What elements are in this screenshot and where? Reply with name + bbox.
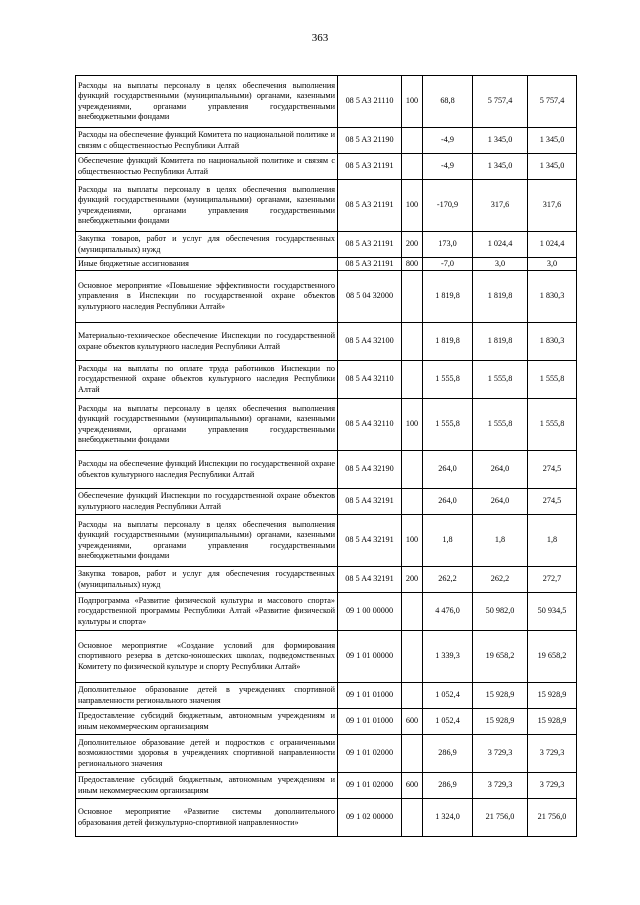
table-row: [76, 735, 577, 773]
row-value-2: 317,6: [473, 180, 528, 232]
table-row: [76, 232, 577, 258]
row-name: Закупка товаров, работ и услуг для обеспечения государственных (муниципальных) нужд: [76, 232, 338, 258]
row-value-2: 5 757,4: [473, 76, 528, 128]
page-number: 363: [311, 32, 329, 44]
row-name: Материально-техническое обеспечение Инспекции по государственной охране объектов культурного наследия Республики Алтай: [76, 323, 338, 361]
row-expense-type: [402, 631, 423, 683]
row-code: 09 1 02 00000: [338, 799, 402, 837]
row-name: Закупка товаров, работ и услуг для обеспечения государственных (муниципальных) нужд: [76, 567, 338, 593]
table-row: [76, 515, 577, 567]
table-row: [76, 631, 577, 683]
row-code: 08 5 A3 21191: [338, 180, 402, 232]
row-expense-type: 100: [402, 515, 423, 567]
row-value-3: 1 345,0: [528, 128, 577, 154]
row-value-2: 1 819,8: [473, 323, 528, 361]
table-row: [76, 154, 577, 180]
row-value-2: 264,0: [473, 489, 528, 515]
row-value-2: 1 555,8: [473, 399, 528, 451]
row-value-3: 1 555,8: [528, 399, 577, 451]
table-row: [76, 773, 577, 799]
table-row: [76, 567, 577, 593]
row-code: 09 1 00 00000: [338, 593, 402, 631]
table-row: [76, 683, 577, 709]
row-value-1: 1 052,4: [423, 683, 473, 709]
row-value-3: 15 928,9: [528, 709, 577, 735]
row-name: Подпрограмма «Развитие физической культуры и массового спорта» государственной программы Республики Алтай «Развитие физической культуры и спорта»: [76, 593, 338, 631]
row-value-2: 1 819,8: [473, 271, 528, 323]
table-row: [76, 361, 577, 399]
row-expense-type: [402, 128, 423, 154]
row-name: Расходы на выплаты персоналу в целях обеспечения выполнения функций государственными (муниципальными) органами, казенными учреждениями, органами управления государственными внебюджетными фондами: [76, 399, 338, 451]
row-expense-type: [402, 735, 423, 773]
row-value-3: 1 345,0: [528, 154, 577, 180]
row-name: Иные бюджетные ассигнования: [76, 258, 338, 271]
row-expense-type: [402, 799, 423, 837]
row-code: 08 5 A3 21191: [338, 154, 402, 180]
row-expense-type: [402, 489, 423, 515]
row-value-2: 264,0: [473, 451, 528, 489]
row-value-3: 1 024,4: [528, 232, 577, 258]
row-code: 09 1 01 01000: [338, 683, 402, 709]
row-name: Дополнительное образование детей в учреждениях спортивной направленности регионального значения: [76, 683, 338, 709]
row-name: Основное мероприятие «Повышение эффективности государственного управления в Инспекции по государственной охране объектов культурного наследия Республики Алтай»: [76, 271, 338, 323]
row-name: Расходы на обеспечение функций Комитета по национальной политике и связям с общественностью Республики Алтай: [76, 128, 338, 154]
row-value-2: 19 658,2: [473, 631, 528, 683]
row-name: Расходы на выплаты персоналу в целях обеспечения выполнения функций государственными (муниципальными) органами, казенными учреждениями, органами управления государственными внебюджетными фондами: [76, 515, 338, 567]
row-value-3: 1 555,8: [528, 361, 577, 399]
row-value-3: 274,5: [528, 451, 577, 489]
row-value-3: 317,6: [528, 180, 577, 232]
row-value-3: 3 729,3: [528, 773, 577, 799]
row-value-3: 50 934,5: [528, 593, 577, 631]
row-value-1: -170,9: [423, 180, 473, 232]
row-value-1: -4,9: [423, 128, 473, 154]
table-row: [76, 709, 577, 735]
row-value-2: 15 928,9: [473, 683, 528, 709]
row-code: 08 5 A4 32110: [338, 399, 402, 451]
row-value-1: 1 555,8: [423, 361, 473, 399]
row-value-2: 1 345,0: [473, 154, 528, 180]
row-value-3: 1 830,3: [528, 323, 577, 361]
row-value-1: 1 339,3: [423, 631, 473, 683]
row-code: 08 5 A3 21191: [338, 258, 402, 271]
row-expense-type: 200: [402, 232, 423, 258]
row-value-2: 1 345,0: [473, 128, 528, 154]
row-name: Расходы на выплаты персоналу в целях обеспечения выполнения функций государственными (муниципальными) органами, казенными учреждениями, органами управления государственными внебюджетными фондами: [76, 180, 338, 232]
row-value-3: 3 729,3: [528, 735, 577, 773]
row-value-1: 1 052,4: [423, 709, 473, 735]
row-expense-type: [402, 451, 423, 489]
row-value-3: 19 658,2: [528, 631, 577, 683]
table-row: [76, 323, 577, 361]
row-value-3: 1,8: [528, 515, 577, 567]
row-value-2: 1 024,4: [473, 232, 528, 258]
table-row: [76, 799, 577, 837]
row-name: Расходы на выплаты по оплате труда работников Инспекции по государственной охране объектов культурного наследия Республики Алтай: [76, 361, 338, 399]
row-name: Основное мероприятие «Развитие системы дополнительного образования детей физкультурно-спортивной направленности»: [76, 799, 338, 837]
row-code: 08 5 A4 32191: [338, 567, 402, 593]
budget-table-body: [76, 76, 577, 837]
row-expense-type: [402, 683, 423, 709]
row-expense-type: [402, 593, 423, 631]
row-value-1: 4 476,0: [423, 593, 473, 631]
table-row: [76, 271, 577, 323]
row-value-3: 274,5: [528, 489, 577, 515]
row-value-1: 264,0: [423, 489, 473, 515]
row-code: 08 5 04 32000: [338, 271, 402, 323]
row-code: 08 5 A4 32100: [338, 323, 402, 361]
row-expense-type: 100: [402, 180, 423, 232]
row-value-1: 264,0: [423, 451, 473, 489]
table-row: [76, 593, 577, 631]
row-code: 09 1 01 00000: [338, 631, 402, 683]
row-code: 08 5 A4 32191: [338, 515, 402, 567]
row-name: Обеспечение функций Комитета по национальной политике и связям с общественностью Республики Алтай: [76, 154, 338, 180]
row-code: 08 5 A3 21110: [338, 76, 402, 128]
row-value-2: 1,8: [473, 515, 528, 567]
row-value-3: 272,7: [528, 567, 577, 593]
row-expense-type: [402, 361, 423, 399]
row-value-1: 173,0: [423, 232, 473, 258]
row-value-1: 262,2: [423, 567, 473, 593]
row-expense-type: 600: [402, 709, 423, 735]
row-value-1: 1 555,8: [423, 399, 473, 451]
row-expense-type: 800: [402, 258, 423, 271]
row-value-1: -7,0: [423, 258, 473, 271]
row-value-2: 15 928,9: [473, 709, 528, 735]
row-code: 09 1 01 02000: [338, 735, 402, 773]
row-name: Предоставление субсидий бюджетным, автономным учреждениям и иным некоммерческим организациям: [76, 773, 338, 799]
row-name: Расходы на обеспечение функций Инспекции по государственной охране объектов культурного наследия Республики Алтай: [76, 451, 338, 489]
table-row: [76, 76, 577, 128]
table-row: [76, 451, 577, 489]
row-expense-type: [402, 154, 423, 180]
row-code: 08 5 A4 32190: [338, 451, 402, 489]
row-expense-type: 100: [402, 399, 423, 451]
row-code: 09 1 01 02000: [338, 773, 402, 799]
row-value-2: 262,2: [473, 567, 528, 593]
table-row: [76, 489, 577, 515]
row-value-2: 3 729,3: [473, 773, 528, 799]
row-value-1: 1 819,8: [423, 271, 473, 323]
row-code: 08 5 A4 32110: [338, 361, 402, 399]
row-value-2: 50 982,0: [473, 593, 528, 631]
row-value-2: 21 756,0: [473, 799, 528, 837]
row-value-1: 68,8: [423, 76, 473, 128]
row-value-1: -4,9: [423, 154, 473, 180]
table-row: [76, 399, 577, 451]
row-value-3: 3,0: [528, 258, 577, 271]
row-code: 08 5 A3 21191: [338, 232, 402, 258]
row-name: Основное мероприятие «Создание условий для формирования спортивного резерва в детско-юношеских школах, подведомственных Комитету по физической культуре и спорту Республики Алтай»: [76, 631, 338, 683]
row-value-1: 286,9: [423, 735, 473, 773]
row-value-2: 1 555,8: [473, 361, 528, 399]
table-row: [76, 180, 577, 232]
row-expense-type: 100: [402, 76, 423, 128]
row-expense-type: [402, 271, 423, 323]
table-row: [76, 258, 577, 271]
row-expense-type: [402, 323, 423, 361]
row-value-2: 3,0: [473, 258, 528, 271]
row-value-2: 3 729,3: [473, 735, 528, 773]
row-code: 08 5 A4 32191: [338, 489, 402, 515]
budget-table: [75, 75, 577, 837]
row-value-3: 5 757,4: [528, 76, 577, 128]
table-row: [76, 128, 577, 154]
row-name: Предоставление субсидий бюджетным, автономным учреждениям и иным некоммерческим организациям: [76, 709, 338, 735]
row-value-3: 21 756,0: [528, 799, 577, 837]
row-value-3: 15 928,9: [528, 683, 577, 709]
row-value-1: 1 324,0: [423, 799, 473, 837]
row-expense-type: 200: [402, 567, 423, 593]
row-name: Обеспечение функций Инспекции по государственной охране объектов культурного наследия Республики Алтай: [76, 489, 338, 515]
row-name: Дополнительное образование детей и подростков с ограниченными возможностями здоровья в учреждениях спортивной направленности регионального значения: [76, 735, 338, 773]
row-code: 08 5 A3 21190: [338, 128, 402, 154]
row-value-3: 1 830,3: [528, 271, 577, 323]
row-value-1: 1,8: [423, 515, 473, 567]
row-value-1: 1 819,8: [423, 323, 473, 361]
row-code: 09 1 01 01000: [338, 709, 402, 735]
row-expense-type: 600: [402, 773, 423, 799]
row-name: Расходы на выплаты персоналу в целях обеспечения выполнения функций государственными (муниципальными) органами, казенными учреждениями, органами управления государственными внебюджетными фондами: [76, 76, 338, 128]
row-value-1: 286,9: [423, 773, 473, 799]
